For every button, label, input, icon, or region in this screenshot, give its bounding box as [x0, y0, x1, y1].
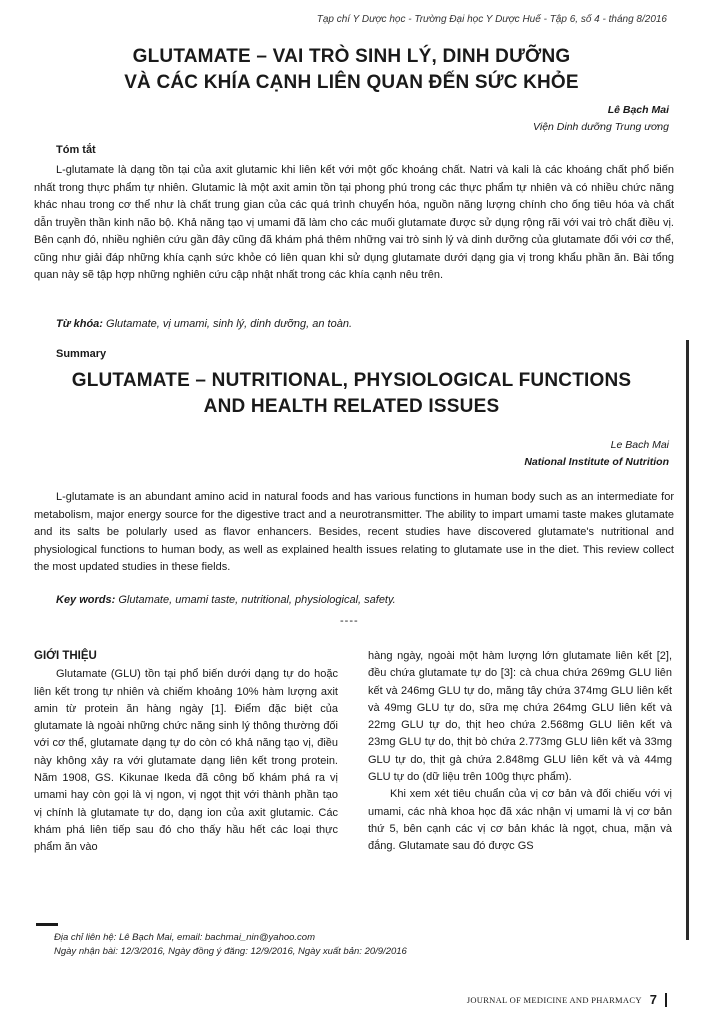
- keywords-en: [56, 594, 396, 606]
- title-vi-line-1: GLUTAMATE – VAI TRÒ SINH LÝ, DINH DƯỠNG: [132, 46, 571, 67]
- author-name-vi: Lê Bạch Mai: [607, 104, 669, 116]
- author-block-en: [524, 437, 669, 471]
- keywords-en-label: Key words:: [56, 594, 116, 606]
- keywords-vi: [56, 318, 352, 330]
- body-column-left: [34, 648, 338, 857]
- title-en-line-2: AND HEALTH RELATED ISSUES: [203, 396, 500, 417]
- title-vietnamese: [40, 44, 663, 96]
- author-block-vi: [533, 102, 669, 136]
- intro-paragraph-right-1: hàng ngày, ngoài một hàm lượng lớn glutamate liên kết [2], đều chứa glutamate tự do [3]: cà chua chứa 269mg GLU liên kết và 246mg GLU tự do, măng tây chứa 374mg GLU liên kết và 49mg GLU tự do, sữa mẹ chứa 264mg GLU liên kết và 22mg GLU tự do, thịt heo chứa 2.568mg GLU liên kết và 23mg GLU tự do, thịt bò chứa 2.773mg GLU liên kết và 33mg GLU tự do, thịt gà chứa 2.848mg GLU liên kết và và 44mg GLU tự do (dữ liệu trên 100g thực phẩm).: [368, 650, 672, 784]
- body-column-right: [368, 648, 672, 856]
- keywords-vi-text: Glutamate, vị umami, sinh lý, dinh dưỡng, an toàn.: [106, 318, 352, 330]
- title-vi-line-2: VÀ CÁC KHÍA CẠNH LIÊN QUAN ĐẾN SỨC KHỎE: [124, 72, 579, 93]
- intro-paragraph-left-text: Glutamate (GLU) tồn tại phổ biến dưới dạng tự do hoặc liên kết trong tự nhiên và chiếm khoảng 10% hàm lượng axit amin từ protein ăn hàng ngày [1]. Điểm đặc biệt của glutamate là ngoài những chức năng sinh lý thông thường đối với cơ thể, glutamate dạng tự do còn có khả năng tạo vị, điều này không xảy ra với glutamate dạng liên kết trong protein. Năm 1908, GS. Kikunae Ikeda đã công bố khám phá ra vị umami hay còn gọi là vị ngon, vị ngọt thịt với thành phần tạo vị chính là glutamate tự do, dạng ion của axit glutamic. Các khám phá liên tiếp sau đó cho thấy hầu hết các loại thực phẩm ăn vào: [34, 668, 338, 854]
- page-footer: [467, 992, 667, 1007]
- intro-heading: GIỚI THIỆU: [34, 650, 97, 662]
- footer-journal-name: JOURNAL OF MEDICINE AND PHARMACY: [466, 994, 642, 1005]
- title-english: [40, 368, 663, 420]
- intro-paragraph-right-2: [368, 786, 672, 855]
- affiliation-en: National Institute of Nutrition: [524, 456, 669, 468]
- abstract-vi: [34, 162, 674, 285]
- journal-header: Tạp chí Y Dược học - Trường Đại học Y Dược Huế - Tập 6, số 4 - tháng 8/2016: [316, 14, 667, 25]
- page-number: 7: [649, 992, 657, 1007]
- title-en-line-1: GLUTAMATE – NUTRITIONAL, PHYSIOLOGICAL FUNCTIONS: [71, 370, 632, 391]
- scan-edge-bar: [686, 340, 689, 940]
- abstract-en: [34, 489, 674, 577]
- abstract-label: Tóm tắt: [56, 144, 96, 156]
- keywords-vi-label: Từ khóa:: [56, 318, 103, 330]
- keywords-en-text: Glutamate, umami taste, nutritional, physiological, safety.: [118, 594, 396, 606]
- section-separator: ----: [340, 615, 359, 627]
- footnote-dates: Ngày nhận bài: 12/3/2016, Ngày đồng ý đăng: 12/9/2016, Ngày xuất bản: 20/9/2016: [54, 946, 407, 957]
- abstract-en-text: L-glutamate is an abundant amino acid in natural foods and has various functions in human body such as an intermediate for metabolism, major energy source for the digestive tract and a neurotransmitter. The ability to impart umami taste makes glutamate and its salts be polularly used as flavor enhancers. Besides, recent studies have discovered glutamate's nutritional and physiological functions to human body, as well as explained health issues relating to glutamate use in the diet. This review collect the most updated studies in these fields.: [34, 491, 674, 573]
- affiliation-vi: Viện Dinh dưỡng Trung ương: [533, 121, 669, 133]
- footnote-contact: Địa chỉ liên hệ: Lê Bạch Mai, email: bachmai_nin@yahoo.com: [54, 932, 315, 943]
- abstract-vi-text: L-glutamate là dạng tồn tại của axit glutamic khi liên kết với một gốc khoáng chất. Natri và kali là các khoáng chất phổ biến nhất trong thực phẩm tự nhiên. Glutamic là một axit amin tồn tại phong phú trong các thực phẩm tự nhiên và có nhiều chức năng khác nhau trong cơ thể như là chất trung gian của các quá trình chuyển hóa, nguồn năng lượng chính cho ống tiêu hóa và chất dẫn truyền thần kinh não bộ. Khả năng tạo vị umami đã làm cho các muối glutamate được sử dụng rộng rãi với vai trò chất điều vị. Bên cạnh đó, nhiều nghiên cứu gần đây cũng đã khám phá thêm những vai trò sinh lý và dinh dưỡng của glutamate đối với cơ thể, cũng như giải đáp những khía cạnh sức khỏe có liên quan khi sử dụng glutamate dưới dạng gia vị trong khẩu phần ăn. Bài tổng quan này sẽ tập hợp những nghiên cứu cập nhật nhất trong các khía cạnh nêu trên.: [34, 164, 674, 281]
- intro-paragraph-left: [34, 666, 338, 856]
- footnote-rule: [36, 923, 58, 926]
- author-name-en: Le Bach Mai: [610, 439, 669, 451]
- footer-bar: [665, 993, 667, 1007]
- footnote: [54, 931, 407, 959]
- summary-label: Summary: [56, 348, 107, 360]
- intro-paragraph-right-2-text: Khi xem xét tiêu chuẩn của vị cơ bản và đối chiếu với vị umami, các nhà khoa học đã xác nhận vị umami là vị cơ bản thứ 5, bên cạnh các vị cơ bản khác là ngọt, chua, mặn và đắng. Glutamate sau đó được GS: [368, 788, 672, 853]
